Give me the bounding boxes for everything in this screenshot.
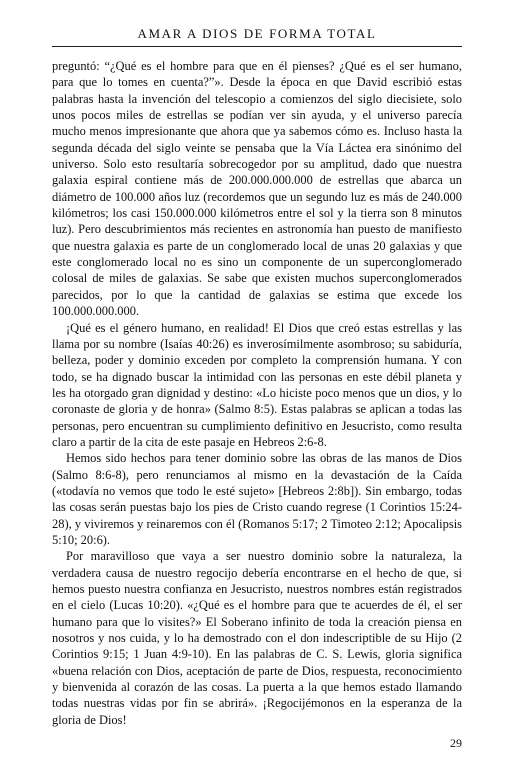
header-rule [52, 46, 462, 47]
paragraph: preguntó: “¿Qué es el hombre para que en él pienses? ¿Qué es el ser humano, para que lo tomes en cuenta?”». Desde la época en que David escribió estas palabras hasta la invención del telescopio a comienzos del siglo diecisiete, solo unos pocos miles de estrellas se podían ver sin ayuda, y el universo parecía mucho menos impresionante que ahora que ya sabemos cómo es. Incluso hasta la segunda década del siglo veinte se pensaba que la Vía Láctea era sinónimo del universo. Solo esto resultaría sobrecogedor por su amplitud, dado que nuestra galaxia espiral contiene más de 200.000.000.000 de estrellas que abarca un diámetro de 100.000 años luz (recordemos que un segundo luz es más de 240.000 kilómetros; los casi 150.000.000 kilómetros entre el sol y la tierra son 8 minutos luz). Pero descubrimientos más recientes en astronomía han puesto de manifiesto que nuestra galaxia es parte de un conglomerado local de unas 20 galaxias y que este conglomerado local no es sino un componente de un superconglomerado colosal de miles de galaxias. Se sabe que existen muchos superconglomerados parecidos, por lo que la cantidad de galaxias se estima que excede los 100.000.000.000. [52, 59, 462, 319]
paragraph: ¡Qué es el género humano, en realidad! El Dios que creó estas estrellas y las llama por su nombre (Isaías 40:26) es inverosímilmente asombroso; su sabiduría, belleza, poder y dominio exceden por completo la comprensión humana. Y con todo, se ha dignado buscar la intimidad con las personas en este débil planeta y les ha otorgado gran dignidad y destino: «Lo hiciste poco menos que un dios, y lo coronaste de gloria y de honra» (Salmo 8:5). Estas palabras se aplican a todas las personas, pero encuentran su cumplimiento definitivo en Jesucristo, como resulta claro a partir de la cita de este pasaje en Hebreos 2:6-8. [52, 320, 462, 449]
paragraph: Por maravilloso que vaya a ser nuestro dominio sobre la naturaleza, la verdadera causa de nuestro regocijo debería encontrarse en el hecho de que, si hemos puesto nuestra confianza en Jesucristo, nuestros nombres están registrados en el cielo (Lucas 10:20). «¿Qué es el hombre para que te acuerdes de él, el ser humano para que lo visites?» El Soberano infinito de toda la creación piensa en nosotros y nos cuida, y lo ha demostrado con el don indescriptible de su Hijo (2 Corintios 9:15; 1 Juan 4:9-10). En las palabras de C. S. Lewis, gloria significa «buena relación con Dios, aceptación de parte de Dios, respuesta, reconocimiento y bienvenida al corazón de las cosas. La puerta a la que hemos estado llamando todas nuestras vidas por fin se abrirá». ¡Regocijémonos en la esperanza de la gloria de Dios! [52, 549, 462, 727]
running-head: AMAR A DIOS DE FORMA TOTAL [137, 26, 377, 41]
page-number: 29 [450, 736, 462, 750]
paragraph: Hemos sido hechos para tener dominio sobre las obras de las manos de Dios (Salmo 8:6-8), pero renunciamos al mismo en la devastación de la Caída («todavía no vemos que todo le esté sujeto» [Hebreos 2:8b]). Sin embargo, todas las cosas serán puestas bajo los pies de Cristo cuando regrese (1 Corintios 15:24-28), y viviremos y reinaremos con él (Romanos 5:17; 2 Timoteo 2:12; Apocalipsis 5:10; 20:6). [52, 451, 462, 547]
body-text [52, 58, 462, 728]
